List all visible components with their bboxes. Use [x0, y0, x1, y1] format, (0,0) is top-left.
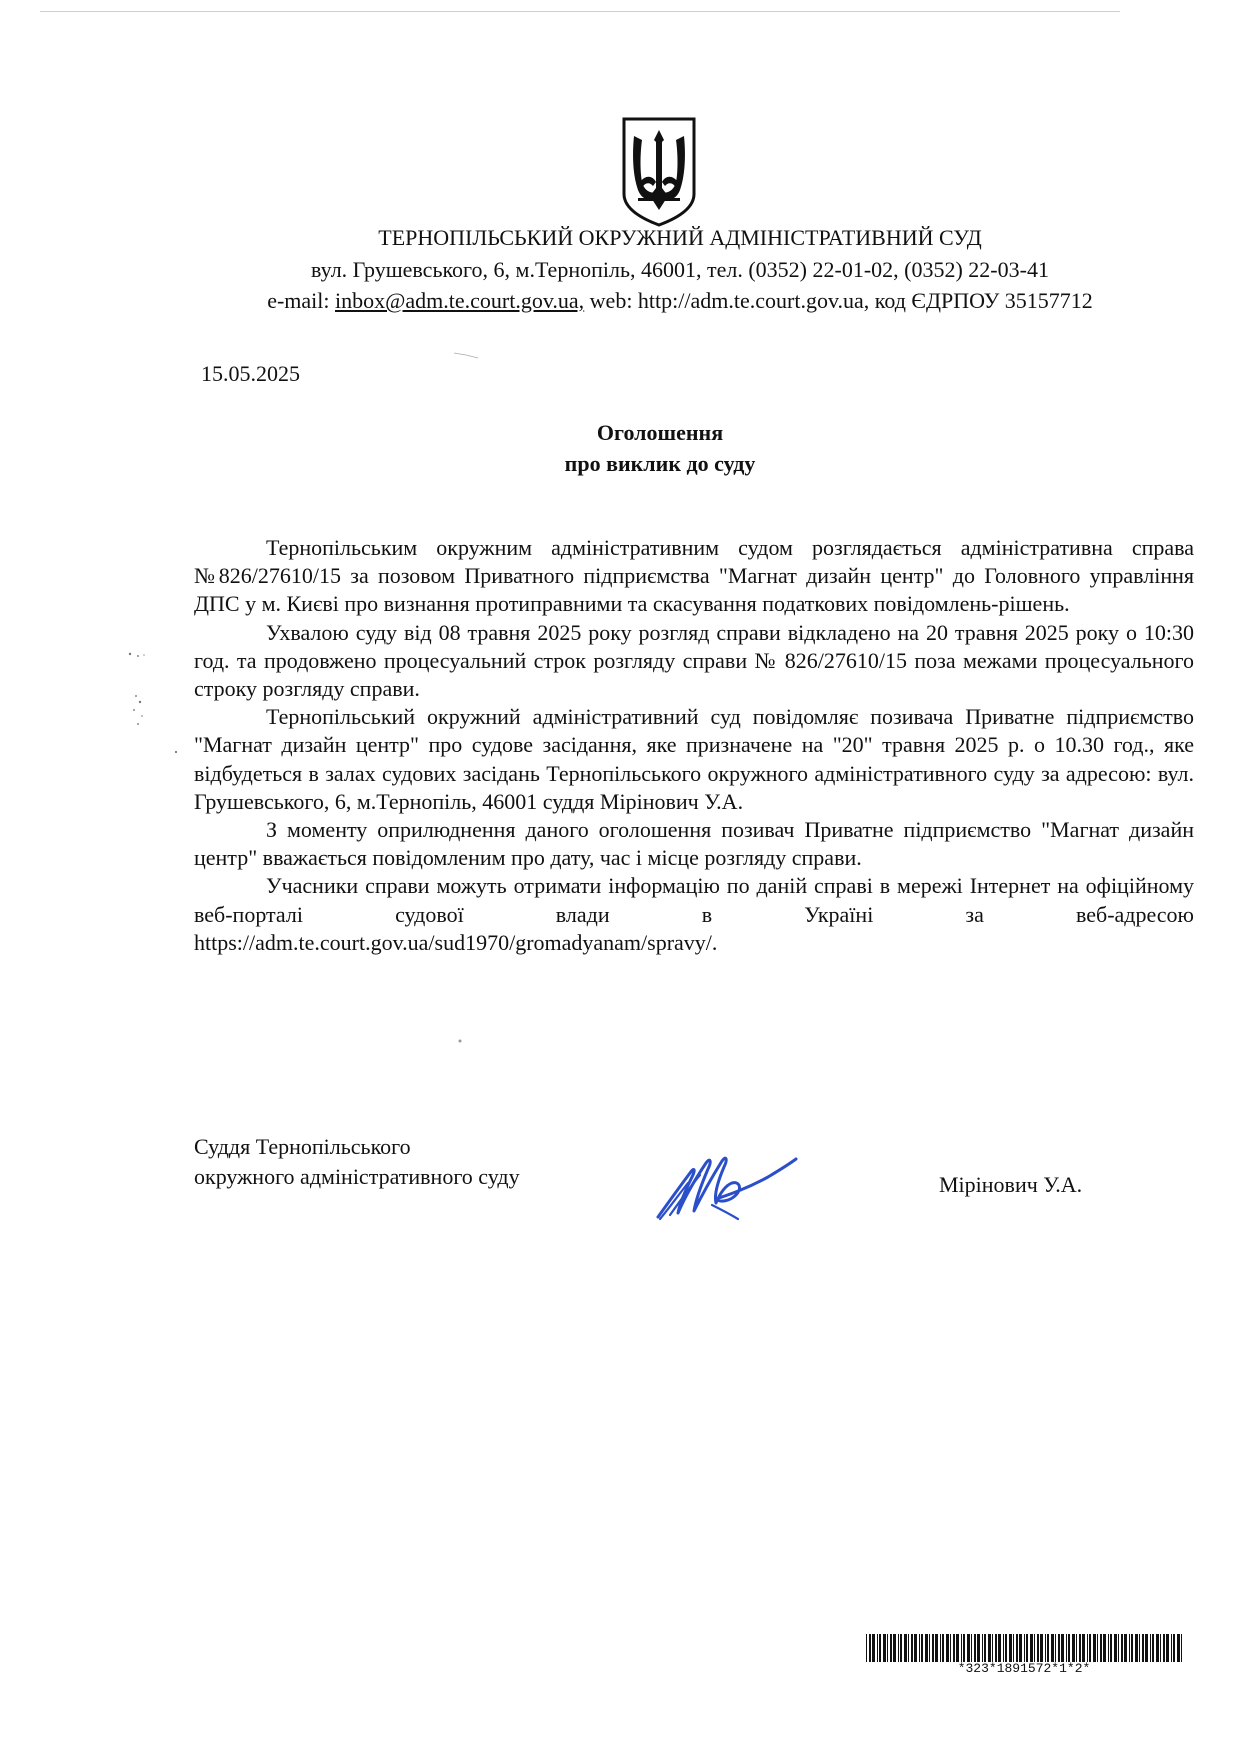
barcode-bar	[1061, 1634, 1064, 1662]
barcode-bar	[995, 1634, 997, 1662]
barcode-bar	[904, 1634, 907, 1662]
barcode-bar	[1093, 1634, 1096, 1662]
scan-edge-line	[40, 11, 1120, 12]
paragraph-case: Тернопільським окружним адміністративним судом розглядається адміністративна справа №826/27610/15 за позовом Приватного підприємства "Магнат дизайн центр" до Головного управління ДПС у м. Києві про визнання протиправними та скасування податкових повідомлень-рішень.	[194, 535, 1194, 617]
barcode-bar	[1082, 1634, 1085, 1662]
barcode-bar	[925, 1634, 928, 1662]
barcode-bar	[1160, 1634, 1161, 1662]
barcode-bar	[1139, 1634, 1140, 1662]
barcode-text: *323*1891572*1*2*	[957, 1661, 1091, 1676]
barcode-bar	[1124, 1634, 1127, 1662]
email-link[interactable]: inbox@adm.te.court.gov.ua,	[335, 288, 585, 313]
barcode-bar	[1037, 1634, 1039, 1662]
barcode-bar	[1016, 1634, 1018, 1662]
barcode-bar	[956, 1634, 959, 1662]
barcode-bar	[887, 1634, 888, 1662]
barcode-bar	[1055, 1634, 1056, 1662]
barcode-bar	[1087, 1634, 1088, 1662]
document-date: 15.05.2025	[201, 361, 300, 386]
barcode-bar	[974, 1634, 976, 1662]
barcode-bar	[1135, 1634, 1138, 1662]
barcode-bar	[872, 1634, 875, 1662]
barcode-bar	[1040, 1634, 1043, 1662]
barcode-bar	[1145, 1634, 1148, 1662]
barcode-bar	[932, 1634, 934, 1662]
email-label: e-mail:	[267, 288, 335, 313]
barcode-bar	[963, 1634, 965, 1662]
barcode-bar	[1079, 1634, 1081, 1662]
barcode-bar	[1024, 1634, 1025, 1662]
scan-speck	[452, 350, 482, 360]
barcode-bar	[1152, 1634, 1154, 1662]
barcode-bar	[929, 1634, 930, 1662]
barcode-bar	[1121, 1634, 1123, 1662]
barcode-bar	[900, 1634, 902, 1662]
handwritten-signature	[650, 1143, 800, 1225]
barcode-bar	[908, 1634, 909, 1662]
judge-name: Мірінович У.А.	[939, 1172, 1083, 1197]
barcode-bar	[921, 1634, 923, 1662]
barcode-bar	[919, 1634, 920, 1662]
barcode-bar	[1003, 1634, 1004, 1662]
barcode-bar	[971, 1634, 972, 1662]
barcode-bar	[935, 1634, 938, 1662]
barcode-bar	[1156, 1634, 1159, 1662]
court-contacts	[200, 286, 1160, 315]
barcode-bar	[893, 1634, 896, 1662]
barcode-bar	[1103, 1634, 1106, 1662]
barcode-bar	[1076, 1634, 1077, 1662]
barcode-bar	[1026, 1634, 1028, 1662]
barcode-bar	[898, 1634, 899, 1662]
barcode-bar	[946, 1634, 949, 1662]
barcode-bar	[1097, 1634, 1098, 1662]
barcode-bar	[1129, 1634, 1130, 1662]
barcode-bar	[914, 1634, 917, 1662]
scan-speck	[455, 1036, 465, 1046]
barcode-bar	[940, 1634, 941, 1662]
barcode-bar	[942, 1634, 944, 1662]
paragraph-web-portal: Учасники справи можуть отримати інформацію по даній справі в мережі Інтернет на офіційному веб-порталі судової влади в Україні за веб-адресою https://adm.te.court.gov.ua/sud1970/gromadyanam/spravy/.	[194, 873, 1194, 955]
barcode-bar	[967, 1634, 970, 1662]
barcode-bar	[1089, 1634, 1091, 1662]
web-and-code: web: http://adm.te.court.gov.ua, код ЄДРПОУ 35157712	[584, 288, 1093, 313]
announcement-body	[194, 534, 1194, 957]
paragraph-notice: Тернопільський окружний адміністративний суд повідомляє позивача Приватне підприємство "Магнат дизайн центр" про судове засідання, яке призначене на "20" травня 2025 р. о 10.30 год., яке відбудеться в залах судових засідань Тернопільського окружного адміністративного суду за адресою: вул. Грушевського, 6, м.Тернопіль, 46001 суддя Мірінович У.А.	[194, 704, 1194, 814]
barcode-bar	[1110, 1634, 1112, 1662]
court-name: ТЕРНОПІЛЬСЬКИЙ ОКРУЖНИЙ АДМІНІСТРАТИВНИЙ СУД	[378, 225, 982, 250]
barcode-bar	[1150, 1634, 1151, 1662]
barcode-bar	[1047, 1634, 1049, 1662]
barcode-bar	[1171, 1634, 1172, 1662]
barcode-bar	[1163, 1634, 1165, 1662]
barcode-bar	[1114, 1634, 1117, 1662]
barcode-bar	[1005, 1634, 1007, 1662]
scan-specks	[120, 640, 180, 760]
barcode-bar	[1030, 1634, 1033, 1662]
barcode-bar	[1072, 1634, 1075, 1662]
barcode-bar	[911, 1634, 913, 1662]
barcode-bar	[1045, 1634, 1046, 1662]
signature-position-line2: окружного адміністративного суду	[194, 1164, 520, 1189]
signature-position	[194, 1132, 520, 1192]
barcode-bar	[1108, 1634, 1109, 1662]
court-address: вул. Грушевського, 6, м.Тернопіль, 46001, тел. (0352) 22-01-02, (0352) 22-03-41	[311, 257, 1049, 282]
barcode-bar	[1177, 1634, 1180, 1662]
barcode-bar	[890, 1634, 892, 1662]
barcode-bar	[1066, 1634, 1067, 1662]
barcode-bar	[950, 1634, 951, 1662]
barcode-bar	[998, 1634, 1001, 1662]
barcode-bar	[982, 1634, 983, 1662]
barcode-bar	[869, 1634, 871, 1662]
barcode-bar	[1142, 1634, 1144, 1662]
barcode-bar	[988, 1634, 991, 1662]
barcode-bar	[1181, 1634, 1182, 1662]
trident-emblem-icon	[620, 116, 698, 228]
barcode-bar	[1068, 1634, 1070, 1662]
document-title: Оголошення	[596, 420, 724, 445]
barcode	[864, 1634, 1184, 1662]
barcode-bar	[1173, 1634, 1175, 1662]
barcode-bar	[877, 1634, 878, 1662]
barcode-bar	[883, 1634, 886, 1662]
signature-position-line1: Суддя Тернопільського	[194, 1134, 411, 1159]
barcode-bar	[1019, 1634, 1022, 1662]
barcode-bar	[1100, 1634, 1102, 1662]
barcode-bar	[1131, 1634, 1133, 1662]
barcode-bar	[1118, 1634, 1119, 1662]
barcode-bar	[953, 1634, 955, 1662]
barcode-bar	[1051, 1634, 1054, 1662]
barcode-bar	[1058, 1634, 1060, 1662]
document-subtitle: про виклик до суду	[564, 451, 756, 476]
barcode-bar	[961, 1634, 962, 1662]
barcode-bar	[1034, 1634, 1035, 1662]
barcode-bar	[977, 1634, 980, 1662]
barcode-bar	[1013, 1634, 1014, 1662]
barcode-bar	[879, 1634, 881, 1662]
barcode-bar	[866, 1634, 867, 1662]
barcode-bar	[1166, 1634, 1169, 1662]
paragraph-ruling: Ухвалою суду від 08 травня 2025 року розгляд справи відкладено на 20 травня 2025 року о 10:30 год. та продовжено процесуальний строк розгляду справи № 826/27610/15 поза межами процесуального строку розгляду справи.	[194, 619, 1194, 702]
barcode-bar	[1009, 1634, 1012, 1662]
paragraph-notified: З моменту оприлюднення даного оголошення позивач Приватне підприємство "Магнат дизайн центр" вважається повідомленим про дату, час і місце розгляду справи.	[194, 817, 1194, 871]
barcode-bar	[984, 1634, 986, 1662]
barcode-bar	[992, 1634, 993, 1662]
